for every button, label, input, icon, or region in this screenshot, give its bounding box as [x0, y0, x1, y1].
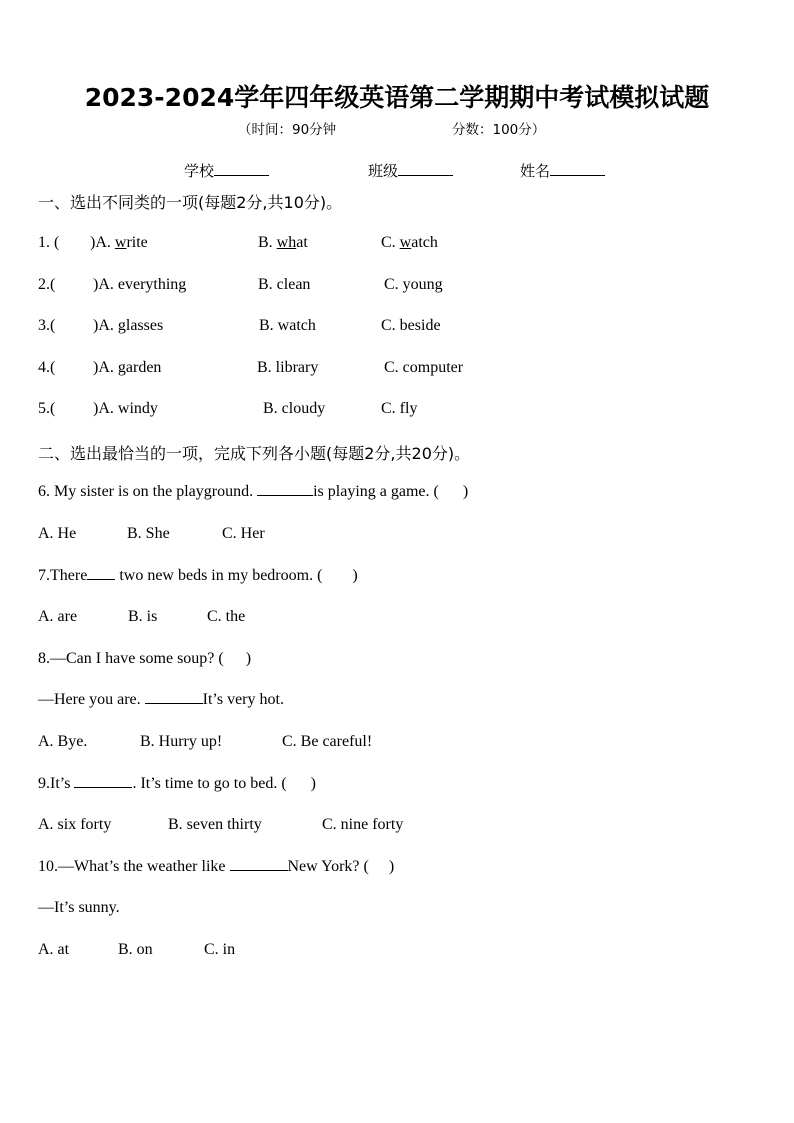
q10-stem: 10.—What’s the weather like New York? ( ) [38, 858, 395, 875]
q3-option-b: B. watch [259, 317, 316, 334]
exam-title: 2023-2024学年四年级英语第二学期期中考试模拟试题 [84, 83, 710, 112]
q7-option-a: A. are [38, 608, 78, 625]
q6-option-a: A. He [38, 525, 77, 542]
q9-blank[interactable] [74, 786, 132, 788]
q8-option-b: B. Hurry up! [140, 733, 223, 750]
section1-heading: 一、选出不同类的一项(每题2分,共10分)。 [38, 193, 343, 212]
q9-stem: 9.It’s . It’s time to go to bed. ( ) [38, 775, 316, 792]
q4-option-a: )A. garden [93, 359, 162, 376]
score-info: 分数：100分） [452, 122, 546, 138]
q10-option-c: C. in [204, 941, 236, 958]
time-info: （时间：90分钟 [238, 122, 337, 138]
q6-stem: 6. My sister is on the playground. is playing a game. ( ) [38, 483, 469, 500]
q9-option-a: A. six forty [38, 816, 112, 833]
q9-option-c: C. nine forty [322, 816, 404, 833]
q8-blank[interactable] [145, 702, 203, 704]
name-label: 姓名 [520, 162, 551, 180]
q2-option-b: B. clean [258, 276, 311, 293]
q6-blank[interactable] [257, 494, 313, 496]
q7-stem: 7.There two new beds in my bedroom. ( ) [38, 567, 358, 584]
q4-number: 4.( [38, 359, 56, 376]
q8-option-c: C. Be careful! [282, 733, 373, 750]
q8-response: —Here you are. It’s very hot. [38, 691, 284, 708]
q5-option-b: B. cloudy [263, 400, 326, 417]
q10-blank[interactable] [230, 869, 288, 871]
q5-option-a: )A. windy [93, 400, 158, 417]
q10-response: —It’s sunny. [38, 899, 120, 916]
q8-option-a: A. Bye. [38, 733, 88, 750]
school-blank[interactable] [214, 174, 269, 176]
q10-option-b: B. on [118, 941, 153, 958]
q1-option-c: C. watch [381, 234, 438, 251]
name-blank[interactable] [550, 174, 605, 176]
q3-number: 3.( [38, 317, 56, 334]
q6-option-b: B. She [127, 525, 170, 542]
q7-blank[interactable] [87, 578, 115, 580]
q5-option-c: C. fly [381, 400, 418, 417]
section2-heading: 二、选出最恰当的一项，完成下列各小题(每题2分,共20分)。 [38, 444, 471, 463]
q7-option-c: C. the [207, 608, 246, 625]
q6-option-c: C. Her [222, 525, 265, 542]
q1-number: 1. ( [38, 234, 60, 251]
q5-number: 5.( [38, 400, 56, 417]
q10-option-a: A. at [38, 941, 70, 958]
q2-number: 2.( [38, 276, 56, 293]
q9-option-b: B. seven thirty [168, 816, 262, 833]
name-field [520, 160, 605, 181]
q2-option-c: C. young [384, 276, 443, 293]
school-field [184, 160, 269, 181]
class-blank[interactable] [398, 174, 453, 176]
school-label: 学校 [184, 162, 215, 180]
q3-option-c: C. beside [381, 317, 441, 334]
q4-option-c: C. computer [384, 359, 464, 376]
q1-option-b: B. what [258, 234, 308, 251]
q4-option-b: B. library [257, 359, 319, 376]
q8-stem: 8.—Can I have some soup? ( ) [38, 650, 252, 667]
q3-option-a: )A. glasses [93, 317, 164, 334]
class-label: 班级 [368, 162, 399, 180]
q2-option-a: )A. everything [93, 276, 187, 293]
q1-option-a: )A. write [90, 234, 148, 251]
q7-option-b: B. is [128, 608, 158, 625]
class-field [368, 160, 453, 181]
